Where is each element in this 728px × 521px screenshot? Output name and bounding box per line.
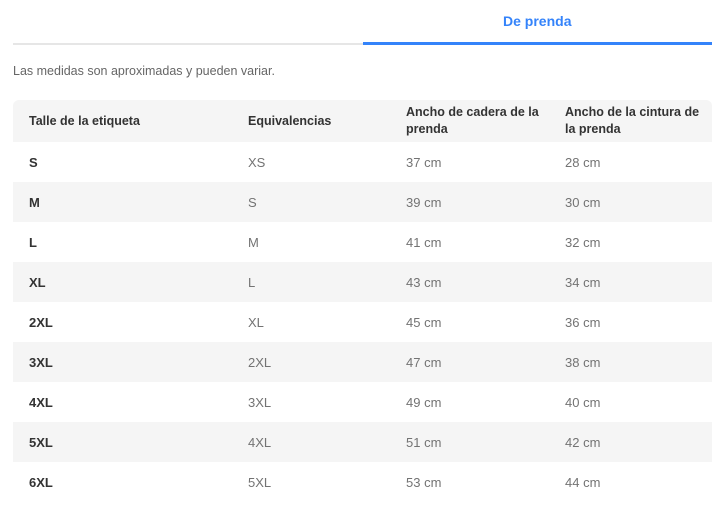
cell-value: 38 cm (565, 354, 601, 370)
size-table-container (13, 100, 712, 502)
cell-value: 40 cm (565, 394, 601, 410)
cell-value: XL (248, 314, 264, 330)
cell-value: 3XL (248, 394, 272, 410)
cell-value: 41 cm (406, 234, 442, 250)
tab-bar (13, 0, 712, 45)
header-talle-de-la-etiqueta: Talle de la etiqueta (29, 113, 140, 128)
cell-value: 34 cm (565, 274, 601, 290)
cell-value: 37 cm (406, 154, 442, 170)
cell-value: XS (248, 154, 266, 170)
tab-inactive[interactable] (13, 0, 363, 45)
cell-value: S (248, 194, 257, 210)
cell-talle: 3XL (29, 354, 53, 370)
table-row (13, 302, 712, 342)
cell-value: 44 cm (565, 474, 601, 490)
header-ancho-cadera: Ancho de cadera de la prenda (406, 105, 539, 136)
tab-de-prenda[interactable] (363, 0, 713, 45)
cell-value: M (248, 234, 259, 250)
measurements-note: Las medidas son aproximadas y pueden variar. (13, 64, 275, 78)
cell-value: 30 cm (565, 194, 601, 210)
size-table (13, 100, 712, 502)
cell-value: 43 cm (406, 274, 442, 290)
table-row (13, 182, 712, 222)
size-table-header-row (13, 100, 712, 142)
table-row (13, 142, 712, 182)
cell-talle: XL (29, 274, 46, 290)
header-ancho-cintura: Ancho de la cintura de la prenda (565, 105, 700, 136)
cell-value: 42 cm (565, 434, 601, 450)
table-row (13, 342, 712, 382)
table-row (13, 422, 712, 462)
header-equivalencias: Equivalencias (248, 113, 332, 128)
table-row (13, 262, 712, 302)
cell-value: 49 cm (406, 394, 442, 410)
cell-value: 53 cm (406, 474, 442, 490)
cell-talle: 6XL (29, 474, 53, 490)
cell-talle: 5XL (29, 434, 53, 450)
cell-value: 32 cm (565, 234, 601, 250)
cell-value: L (248, 274, 256, 290)
cell-talle: S (29, 154, 38, 170)
cell-value: 47 cm (406, 354, 442, 370)
cell-talle: L (29, 234, 37, 250)
cell-value: 28 cm (565, 154, 601, 170)
cell-value: 2XL (248, 354, 272, 370)
table-row (13, 382, 712, 422)
size-table-body (13, 142, 712, 502)
cell-value: 45 cm (406, 314, 442, 330)
cell-value: 36 cm (565, 314, 601, 330)
cell-value: 5XL (248, 474, 272, 490)
cell-talle: 4XL (29, 394, 53, 410)
cell-value: 51 cm (406, 434, 442, 450)
cell-talle: M (29, 194, 40, 210)
cell-value: 4XL (248, 434, 272, 450)
table-row (13, 222, 712, 262)
cell-talle: 2XL (29, 314, 53, 330)
table-row (13, 462, 712, 502)
tab-de-prenda-label: De prenda (503, 13, 572, 29)
cell-value: 39 cm (406, 194, 442, 210)
